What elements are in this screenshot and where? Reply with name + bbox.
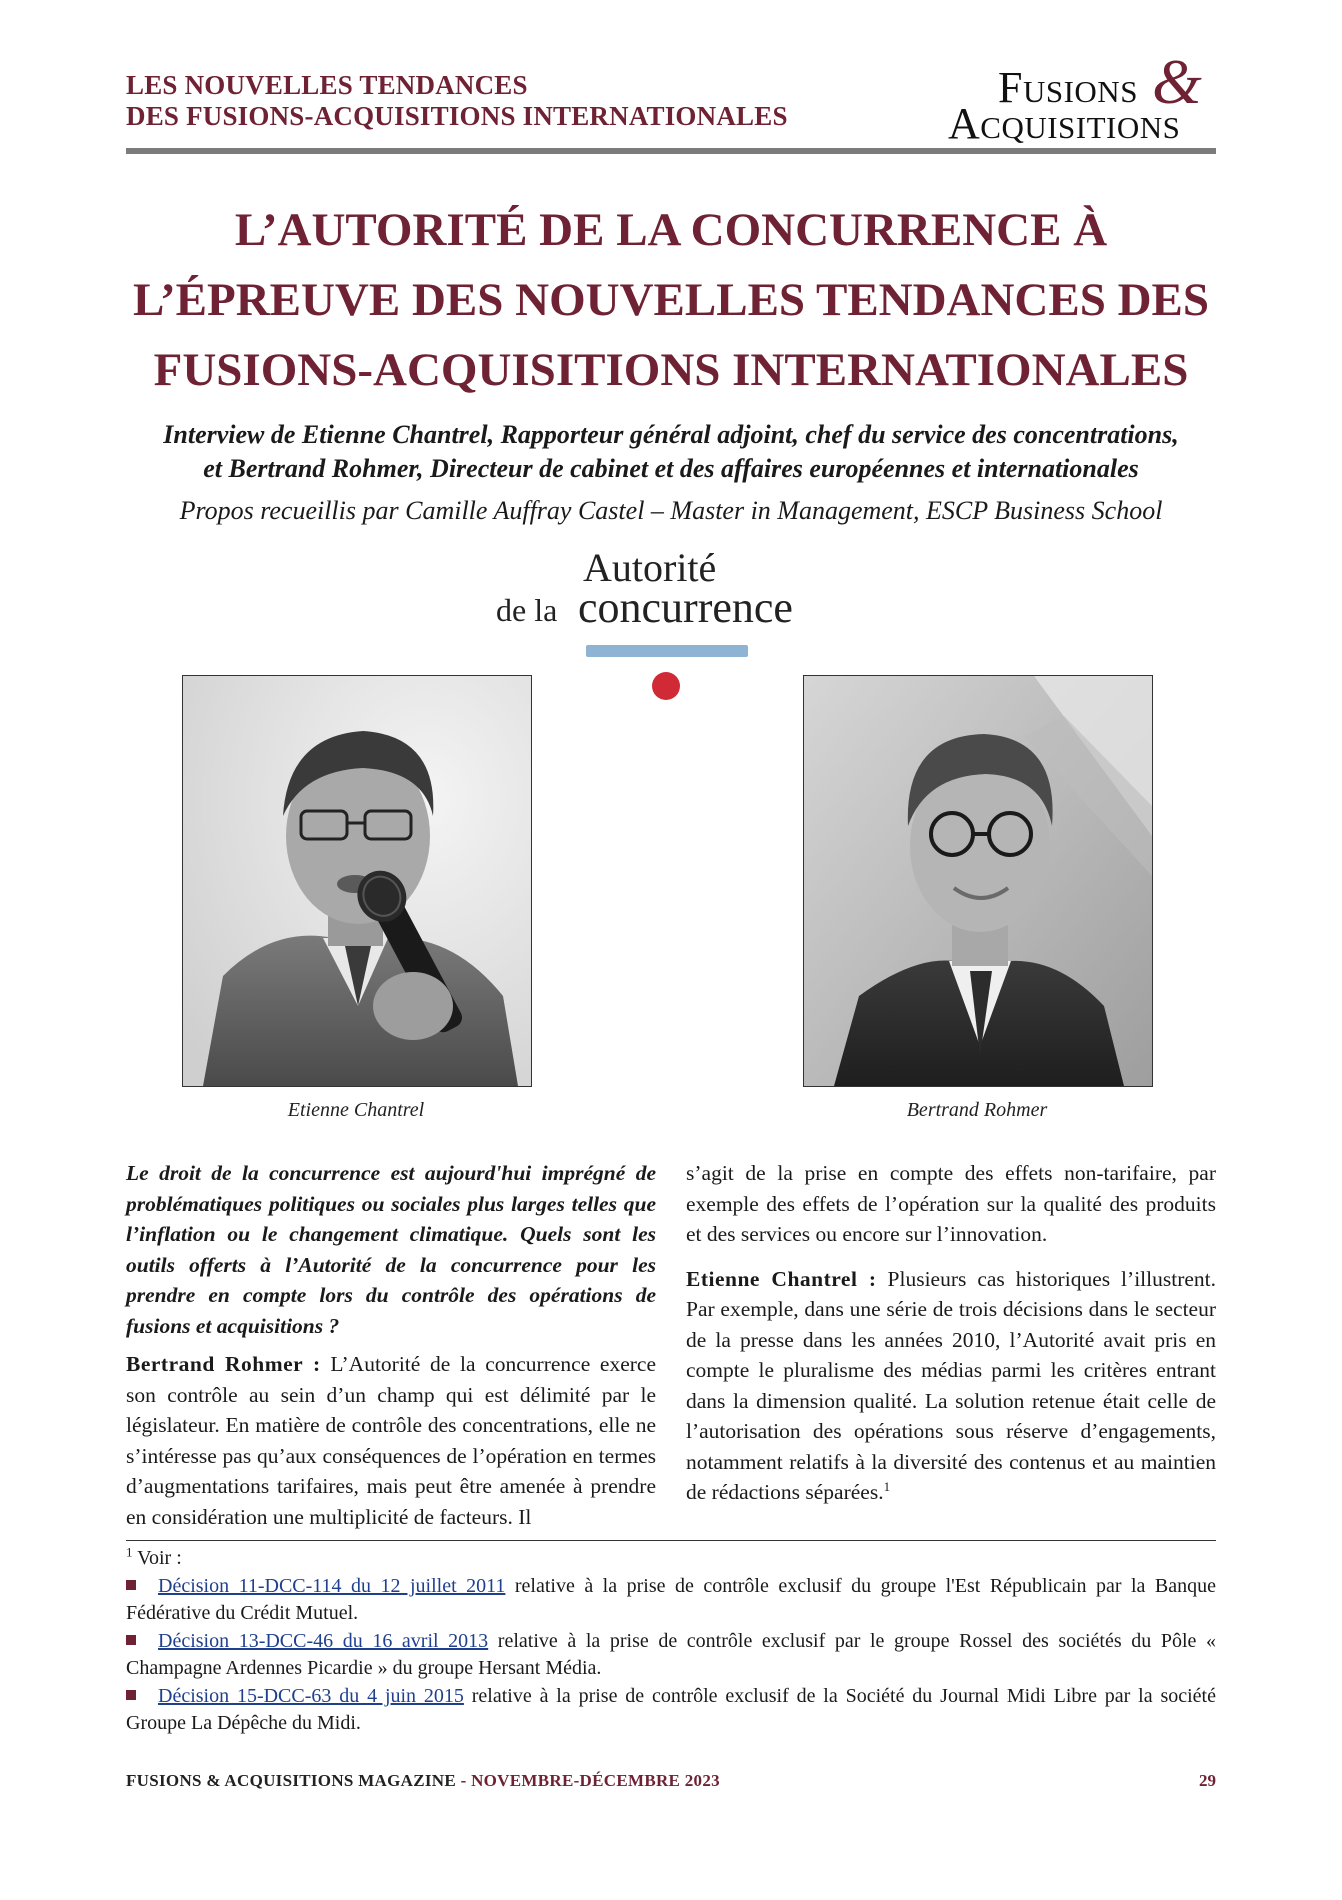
footnote-item: Décision 15-DCC-63 du 4 juin 2015 relative à la prise de contrôle exclusif de la Société du Journal Midi Libre par la société Groupe La Dépêche du Midi.	[126, 1685, 1216, 1734]
portrait-image	[183, 676, 531, 1086]
logo-word-acquisitions: Acquisitions	[948, 99, 1181, 148]
footnote-item: Décision 11-DCC-114 du 12 juillet 2011 relative à la prise de contrôle exclusif du groupe l'Est Républicain par la Banque Fédérative du Crédit Mutuel.	[126, 1575, 1216, 1624]
authority-logo-red-dot	[652, 672, 680, 700]
answer-continuation-rohmer: s’agit de la prise en compte des effets non-tarifaire, par exemple des effets de l’opération sur la qualité des produits et des services ou encore sur l’innovation.	[686, 1161, 1216, 1246]
interview-question: Le droit de la concurrence est aujourd'hui imprégné de problématiques politiques ou sociales plus larges telles que l’inflation ou le changement climatique. Quels sont les outils offerts à l’Autorité de la concurrence pour les prendre en compte lors du contrôle des opérations de fusions et acquisitions ?	[126, 1161, 656, 1338]
running-header-line-2: DES FUSIONS-ACQUISITIONS INTERNATIONALES	[126, 101, 788, 131]
authority-logo-word-autorite: Autorité	[583, 545, 717, 590]
footer-magazine-name: FUSIONS & ACQUISITIONS MAGAZINE	[126, 1771, 457, 1790]
photo-caption-etienne-chantrel: Etienne Chantrel	[287, 1099, 425, 1121]
square-bullet-icon	[126, 1635, 136, 1645]
logo-word-fusions: Fusions	[998, 63, 1138, 112]
article-title-line-3: FUSIONS-ACQUISITIONS INTERNATIONALES	[153, 344, 1189, 396]
footnote-number: 1	[126, 1544, 133, 1560]
answer-paragraph-chantrel	[686, 1264, 1216, 1508]
article-body-right-column	[686, 1158, 1216, 1508]
footnote-item: Décision 13-DCC-46 du 16 avril 2013 relative à la prise de contrôle exclusif par le groupe Rossel des sociétés du Pôle « Champagne Ardennes Picardie » du groupe Hersant Média.	[126, 1630, 1216, 1679]
footer-separator: -	[456, 1771, 472, 1790]
photo-bertrand-rohmer	[803, 675, 1153, 1087]
photo-etienne-chantrel	[182, 675, 532, 1087]
photo-caption-bertrand-rohmer: Bertrand Rohmer	[906, 1099, 1048, 1121]
authority-logo-blue-bar	[586, 645, 748, 657]
page-number: 29	[1199, 1771, 1216, 1790]
page-footer-publication	[126, 1770, 720, 1792]
fusions-acquisitions-logo	[940, 46, 1220, 150]
article-body-left-column	[126, 1158, 656, 1532]
portrait-image	[804, 676, 1152, 1086]
footnote-reference[interactable]: 1	[883, 1478, 891, 1494]
article-title	[100, 195, 1242, 405]
speaker-label-rohmer: Bertrand Rohmer :	[126, 1352, 321, 1376]
speaker-label-chantrel: Etienne Chantrel :	[686, 1266, 877, 1291]
article-title-line-1: L’AUTORITÉ DE LA CONCURRENCE À	[234, 204, 1108, 256]
answer-paragraph-rohmer	[126, 1349, 656, 1532]
footnote-intro: $^1$ Voir :	[126, 1544, 182, 1569]
decision-link-11-dcc-114[interactable]: Décision 11-DCC-114 du 12 juillet 2011	[158, 1575, 506, 1597]
decision-link-13-dcc-46[interactable]: Décision 13-DCC-46 du 16 avril 2013	[158, 1630, 489, 1652]
logo-ampersand: &	[1152, 46, 1202, 117]
square-bullet-icon	[126, 1580, 136, 1590]
footer-issue: NOVEMBRE-DÉCEMBRE 2023	[471, 1771, 720, 1790]
interview-credit: Propos recueillis par Camille Auffray Castel – Master in Management, ESCP Business School	[179, 496, 1163, 525]
answer-text-chantrel: Plusieurs cas historiques l’illustrent. Par exemple, dans une série de trois décisions dans le secteur de la presse dans les années 2010, l’Autorité avait pris en compte le pluralisme des médias parmi les critères entrant dans la dimension qualité. La solution retenue était celle de l’autorisation des opérations sous réserve d’engagements, notamment relatifs à la diversité des contenus et au maintien de rédactions séparées.	[686, 1266, 1217, 1504]
decision-link-15-dcc-63[interactable]: Décision 15-DCC-63 du 4 juin 2015	[158, 1685, 464, 1707]
article-title-line-2: L’ÉPREUVE DES NOUVELLES TENDANCES DES	[132, 274, 1210, 326]
header-divider	[126, 148, 1216, 154]
interview-subtitle-line-1: Interview de Etienne Chantrel, Rapporteur général adjoint, chef du service des concentrations,	[163, 420, 1179, 449]
running-header-line-1: LES NOUVELLES TENDANCES	[126, 70, 528, 100]
footnote-divider	[126, 1540, 1216, 1541]
answer-text-rohmer: L’Autorité de la concurrence exerce son contrôle au sein d’un champ qui est délimité par le législateur. En matière de contrôle des concentrations, elle ne s’intéresse pas qu’aux conséquences de l’opération en termes d’augmentations tarifaires, mais peut être amenée à prendre en considération une multiplicité de facteurs. Il	[126, 1352, 656, 1529]
authority-logo-word-concurrence: concurrence	[578, 583, 793, 632]
square-bullet-icon	[126, 1690, 136, 1700]
authority-logo-word-de-la: de la	[496, 592, 558, 628]
interview-subtitle-line-2: et Bertrand Rohmer, Directeur de cabinet et des affaires européennes et internationales	[203, 454, 1139, 483]
